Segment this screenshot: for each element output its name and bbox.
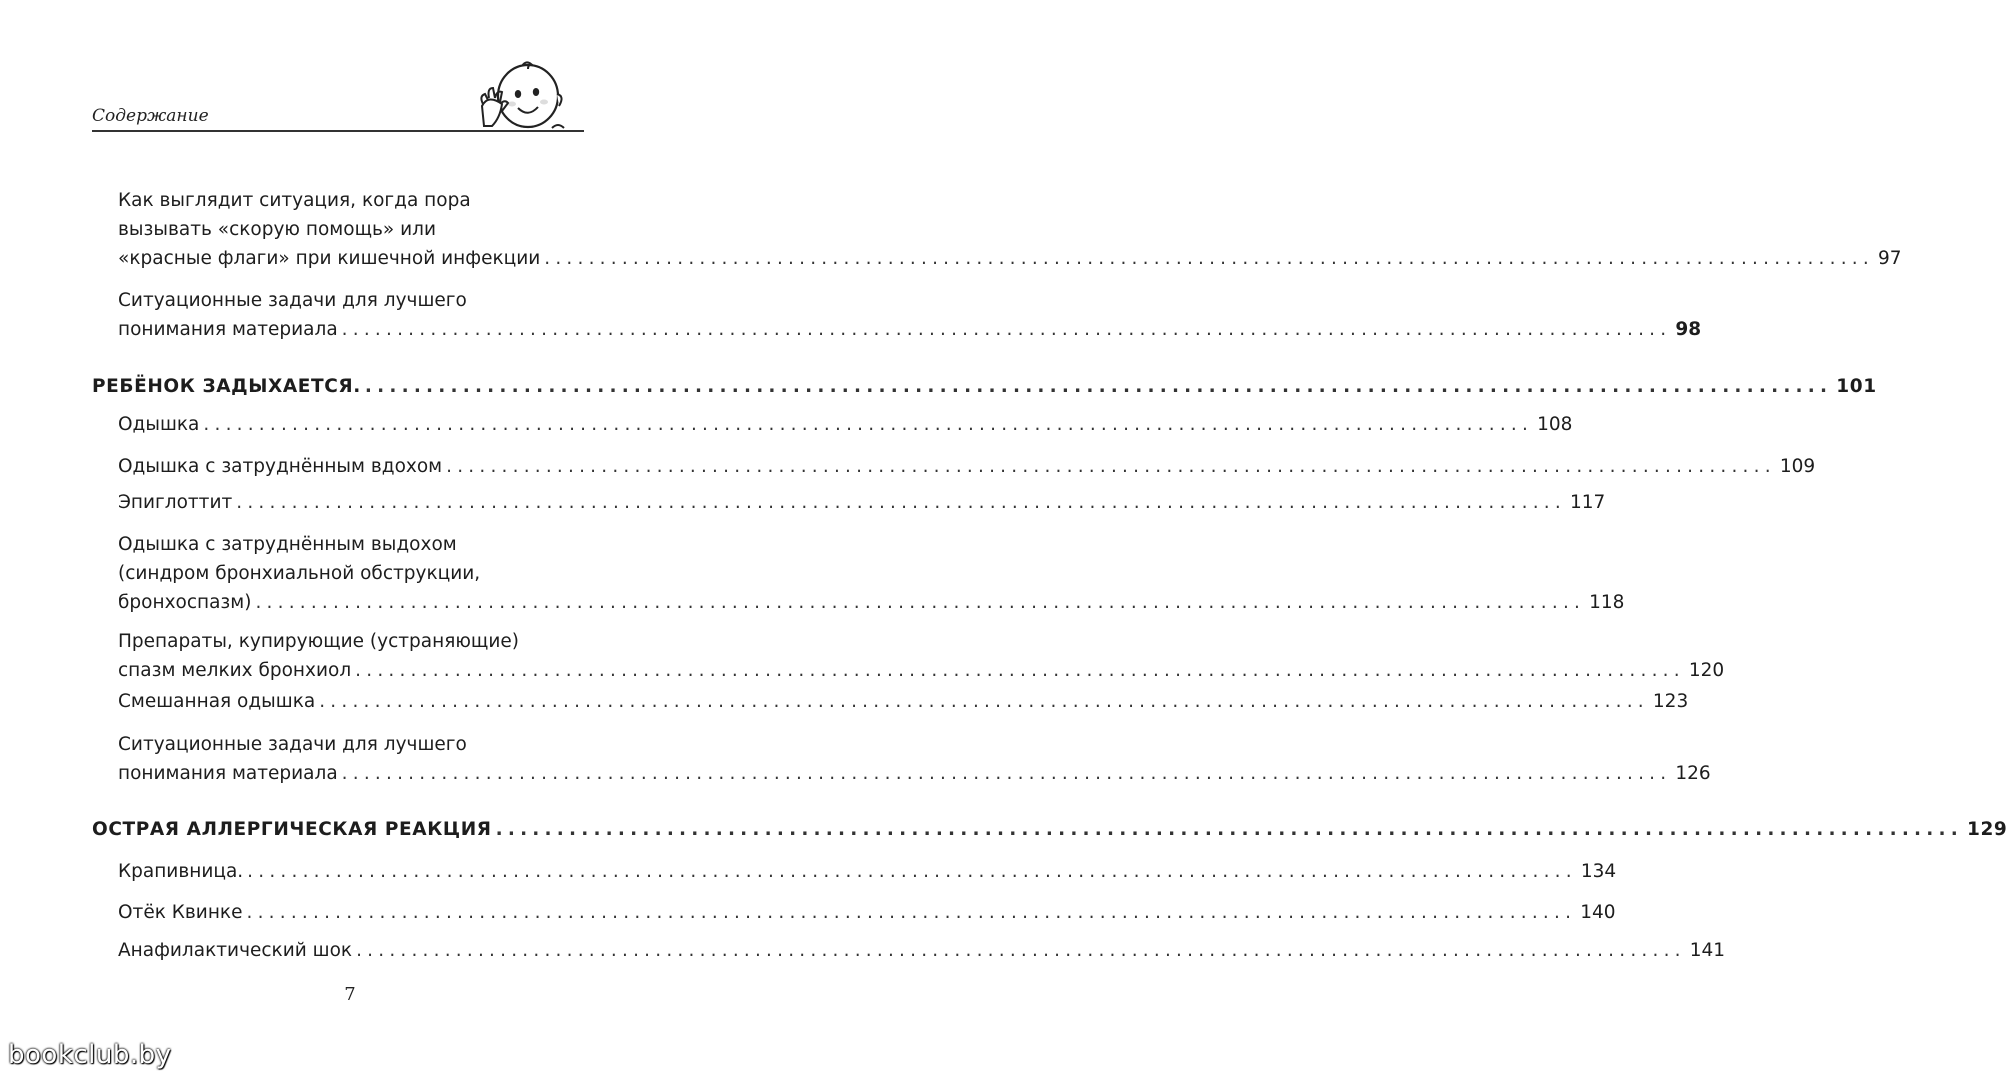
toc-entry-line: Препараты, купирующие (устраняющие) <box>118 631 519 652</box>
toc-page-number: 101 <box>1836 376 1877 397</box>
toc-page-number: 97 <box>1877 248 1902 269</box>
toc-entry-title: понимания материала <box>118 763 338 784</box>
dot-leader: ........................................................................................................................ <box>341 319 1672 340</box>
toc-page-number: 118 <box>1589 592 1625 613</box>
toc-page-number: 123 <box>1652 691 1689 712</box>
toc-page-number: 141 <box>1689 940 1726 961</box>
toc-entry <box>118 936 1726 965</box>
toc-entry <box>118 687 1689 716</box>
dot-leader: ........................................................................................................................ <box>246 902 1577 923</box>
watermark: bookclub.by <box>8 1040 172 1070</box>
toc-entry-title: бронхоспазм) <box>118 592 252 613</box>
page-number: 7 <box>344 984 356 1005</box>
toc-entry-title: Отёк Квинке <box>118 902 243 923</box>
toc-entry <box>118 410 1573 439</box>
toc-entry <box>118 730 1711 788</box>
dot-leader: ........................................................................................................................ <box>247 861 1577 882</box>
toc-entry <box>118 186 1902 273</box>
toc-entry-title: Крапивница. <box>118 861 244 882</box>
toc-page-number: 109 <box>1779 456 1816 477</box>
dot-leader: ........................................................................................................................ <box>236 492 1566 513</box>
toc-entry <box>118 488 1606 517</box>
dot-leader: ........................................................................................................................ <box>341 763 1672 784</box>
toc-entry <box>118 898 1616 927</box>
dot-leader: ........................................................................................................................ <box>319 691 1649 712</box>
toc-entry-title: понимания материала <box>118 319 338 340</box>
header-title: Содержание <box>92 106 209 126</box>
dot-leader: ........................................................................................................................ <box>446 456 1776 477</box>
toc-entry-line: вызывать «скорую помощь» или <box>118 219 436 240</box>
dot-leader: ........................................................................................................................ <box>364 376 1833 397</box>
toc-page-number: 126 <box>1675 763 1711 784</box>
toc-entry-title: Анафилактический шок <box>118 940 353 961</box>
toc-entry-title: Смешанная одышка <box>118 691 316 712</box>
dot-leader: ........................................................................................................................ <box>495 819 1963 840</box>
toc-entry-title: спазм мелких бронхиол <box>118 660 352 681</box>
toc-entry <box>118 530 1625 617</box>
toc-entry-title: «красные флаги» при кишечной инфекции <box>118 248 541 269</box>
dot-leader: ........................................................................................................................ <box>355 660 1685 681</box>
dot-leader: ........................................................................................................................ <box>544 248 1874 269</box>
dot-leader: ........................................................................................................................ <box>356 940 1686 961</box>
toc-entry <box>118 857 1617 886</box>
toc-chapter <box>92 372 1877 401</box>
dot-leader: ........................................................................................................................ <box>203 414 1534 435</box>
toc-entry-line: Одышка с затруднённым выдохом <box>118 534 457 555</box>
toc-entry-title: РЕБЁНОК ЗАДЫХАЕТСЯ. <box>92 376 361 397</box>
toc-entry <box>118 286 1702 344</box>
baby-waving-icon <box>456 56 586 136</box>
toc-entry-line: Как выглядит ситуация, когда пора <box>118 190 471 211</box>
toc-page-number: 120 <box>1688 660 1725 681</box>
toc-page-number: 98 <box>1675 319 1702 340</box>
toc-page-number: 117 <box>1569 492 1606 513</box>
toc-entry-title: Одышка с затруднённым вдохом <box>118 456 443 477</box>
toc-entry-title: ОСТРАЯ АЛЛЕРГИЧЕСКАЯ РЕАКЦИЯ <box>92 819 492 840</box>
toc-page-number: 129 <box>1966 819 2007 840</box>
toc-page-number: 140 <box>1580 902 1616 923</box>
toc-entry-line: Ситуационные задачи для лучшего <box>118 290 467 311</box>
toc-entry-line: Ситуационные задачи для лучшего <box>118 734 467 755</box>
toc-entry <box>118 627 1725 685</box>
dot-leader: ........................................................................................................................ <box>255 592 1586 613</box>
toc-entry-title: Эпиглоттит <box>118 492 233 513</box>
toc-page-number: 134 <box>1580 861 1617 882</box>
toc-entry-line: (синдром бронхиальной обструкции, <box>118 563 481 584</box>
toc-page-number: 108 <box>1537 414 1573 435</box>
toc-entry <box>118 452 1816 481</box>
toc-entry-title: Одышка <box>118 414 200 435</box>
toc-chapter <box>92 815 2007 844</box>
